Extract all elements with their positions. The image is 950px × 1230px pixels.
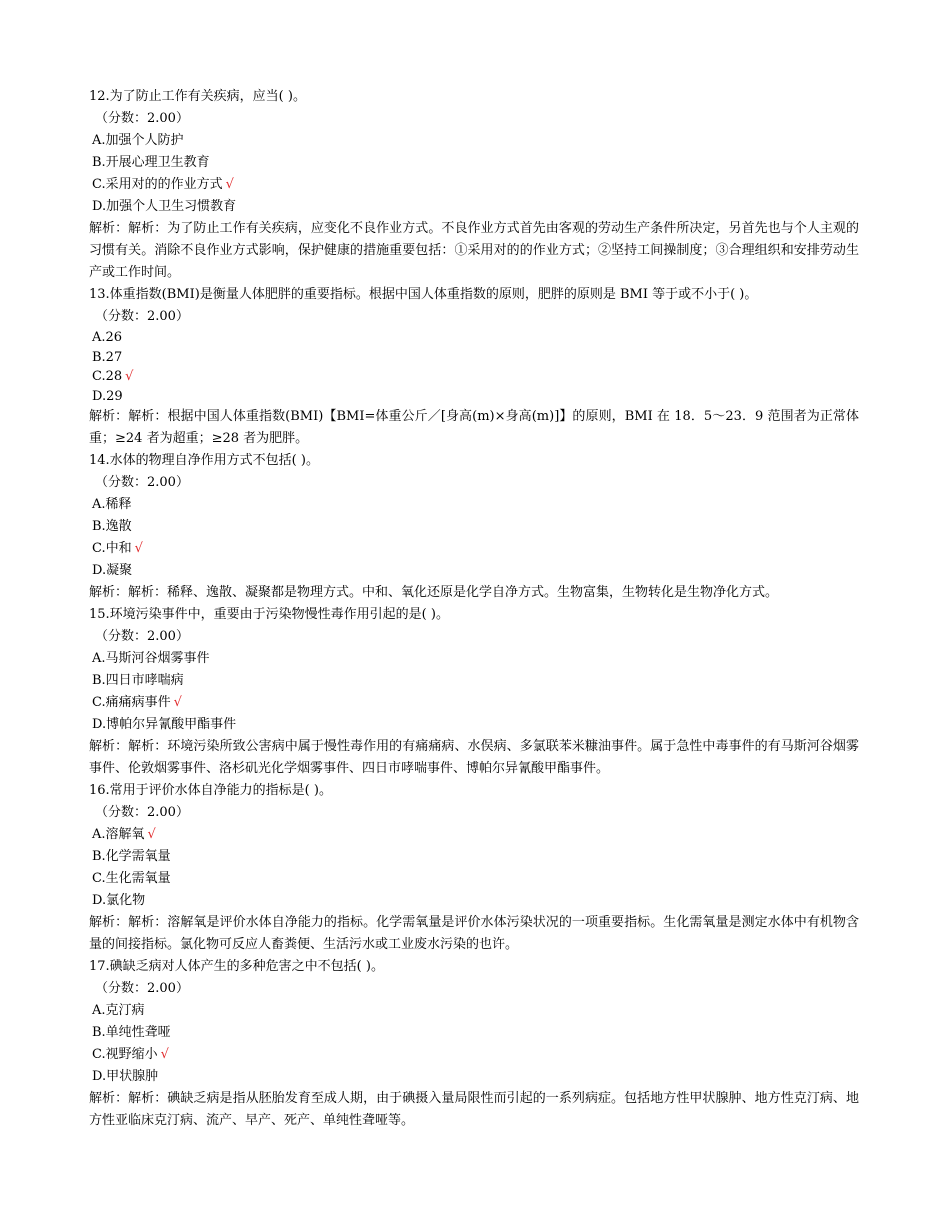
option-c bbox=[89, 692, 859, 714]
option-label: A.溶解氧 bbox=[92, 827, 145, 842]
option-b bbox=[89, 516, 859, 538]
option-d bbox=[89, 560, 859, 582]
question-score: （分数：2.00） bbox=[95, 629, 189, 644]
option-label: D.博帕尔异氰酸甲酯事件 bbox=[92, 717, 237, 732]
option-label: C.生化需氧量 bbox=[92, 871, 171, 886]
correct-answer-check-icon: √ bbox=[225, 177, 234, 192]
question-score: （分数：2.00） bbox=[95, 111, 189, 126]
option-a bbox=[89, 648, 859, 670]
question-stem: 14.水体的物理自净作用方式不包括( )。 bbox=[89, 453, 319, 468]
question-17 bbox=[89, 956, 859, 1132]
question-15 bbox=[89, 604, 859, 780]
exam-page bbox=[89, 86, 859, 1132]
option-b bbox=[89, 670, 859, 692]
option-a bbox=[89, 494, 859, 516]
option-label: A.马斯河谷烟雾事件 bbox=[92, 651, 210, 666]
option-d bbox=[89, 890, 859, 912]
question-score: （分数：2.00） bbox=[95, 981, 189, 996]
question-score: （分数：2.00） bbox=[95, 805, 189, 820]
option-d bbox=[89, 1066, 859, 1088]
option-label: D.29 bbox=[92, 388, 123, 404]
option-label: D.氯化物 bbox=[92, 893, 146, 908]
option-d bbox=[89, 196, 859, 218]
option-label: A.26 bbox=[92, 330, 123, 345]
question-stem: 13.体重指数(BMI)是衡量人体肥胖的重要指标。根据中国人体重指数的原则，肥胖的原则是 BMI 等于或不小于( )。 bbox=[89, 287, 758, 302]
option-label: C.28 bbox=[92, 369, 123, 384]
question-score: （分数：2.00） bbox=[95, 475, 189, 490]
question-stem: 12.为了防止工作有关疾病，应当( )。 bbox=[89, 89, 306, 104]
question-16 bbox=[89, 780, 859, 956]
analysis-text: 解析：解析：碘缺乏病是指从胚胎发育至成人期，由于碘摄入量局限性而引起的一系列病症。包括地方性甲状腺肿、地方性克汀病、地方性亚临床克汀病、流产、早产、死产、单纯性聋哑等。 bbox=[89, 1091, 859, 1128]
option-label: A.克汀病 bbox=[92, 1003, 145, 1018]
option-label: C.痛痛病事件 bbox=[92, 695, 171, 710]
option-c bbox=[89, 174, 859, 196]
option-label: A.稀释 bbox=[92, 497, 132, 512]
option-label: A.加强个人防护 bbox=[92, 133, 184, 148]
option-label: B.逸散 bbox=[92, 519, 132, 534]
option-label: D.凝聚 bbox=[92, 563, 133, 578]
option-label: B.开展心理卫生教育 bbox=[92, 155, 210, 170]
option-b bbox=[89, 348, 859, 368]
option-label: B.四日市哮喘病 bbox=[92, 673, 184, 688]
option-d bbox=[89, 714, 859, 736]
analysis-text: 解析：解析：环境污染所致公害病中属于慢性毒作用的有痛痛病、水俣病、多氯联苯米糠油事件。属于急性中毒事件的有马斯河谷烟雾事件、伦敦烟雾事件、洛杉矶光化学烟雾事件、四日市哮喘事件、博帕尔异氰酸甲酯事件。 bbox=[89, 739, 859, 776]
option-a bbox=[89, 130, 859, 152]
analysis-text: 解析：解析：稀释、逸散、凝聚都是物理方式。中和、氧化还原是化学自净方式。生物富集，生物转化是生物净化方式。 bbox=[89, 585, 779, 600]
option-label: B.化学需氧量 bbox=[92, 849, 171, 864]
option-a bbox=[89, 328, 859, 348]
option-c bbox=[89, 367, 859, 387]
option-c bbox=[89, 1044, 859, 1066]
analysis-text: 解析：解析：溶解氧是评价水体自净能力的指标。化学需氧量是评价水体污染状况的一项重要指标。生化需氧量是测定水体中有机物含量的间接指标。氯化物可反应人畜粪便、生活污水或工业废水污染的也许。 bbox=[89, 915, 859, 952]
option-label: C.视野缩小 bbox=[92, 1047, 158, 1062]
option-d bbox=[89, 387, 859, 407]
question-13 bbox=[89, 284, 859, 450]
option-a bbox=[89, 1000, 859, 1022]
option-c bbox=[89, 868, 859, 890]
option-label: B.单纯性聋哑 bbox=[92, 1025, 171, 1040]
question-stem: 16.常用于评价水体自净能力的指标是( )。 bbox=[89, 783, 332, 798]
correct-answer-check-icon: √ bbox=[173, 695, 182, 710]
question-12 bbox=[89, 86, 859, 284]
option-label: C.中和 bbox=[92, 541, 132, 556]
question-stem: 15.环境污染事件中，重要由于污染物慢性毒作用引起的是( )。 bbox=[89, 607, 449, 622]
correct-answer-check-icon: √ bbox=[147, 827, 156, 842]
correct-answer-check-icon: √ bbox=[134, 541, 143, 556]
option-b bbox=[89, 846, 859, 868]
option-b bbox=[89, 152, 859, 174]
question-score: （分数：2.00） bbox=[95, 309, 189, 324]
analysis-text: 解析：解析：根据中国人体重指数(BMI)【BMI=体重公斤／[身高(m)×身高(m)]】的原则，BMI 在 18．5～23．9 范围者为正常体重；≥24 者为超重；≥28 者为肥胖。 bbox=[89, 409, 859, 446]
option-label: D.甲状腺肿 bbox=[92, 1069, 159, 1084]
option-label: D.加强个人卫生习惯教育 bbox=[92, 199, 237, 214]
option-b bbox=[89, 1022, 859, 1044]
option-label: B.27 bbox=[92, 349, 123, 365]
analysis-text: 解析：解析：为了防止工作有关疾病，应变化不良作业方式。不良作业方式首先由客观的劳动生产条件所决定，另首先也与个人主观的习惯有关。消除不良作业方式影响，保护健康的措施重要包括：①采用对的的作业方式；②坚持工间操制度；③合理组织和安排劳动生产或工作时间。 bbox=[89, 221, 859, 280]
question-14 bbox=[89, 450, 859, 604]
option-c bbox=[89, 538, 859, 560]
correct-answer-check-icon: √ bbox=[125, 369, 134, 384]
option-label: C.采用对的的作业方式 bbox=[92, 177, 223, 192]
option-a bbox=[89, 824, 859, 846]
question-stem: 17.碘缺乏病对人体产生的多种危害之中不包括( )。 bbox=[89, 959, 384, 974]
correct-answer-check-icon: √ bbox=[160, 1047, 169, 1062]
